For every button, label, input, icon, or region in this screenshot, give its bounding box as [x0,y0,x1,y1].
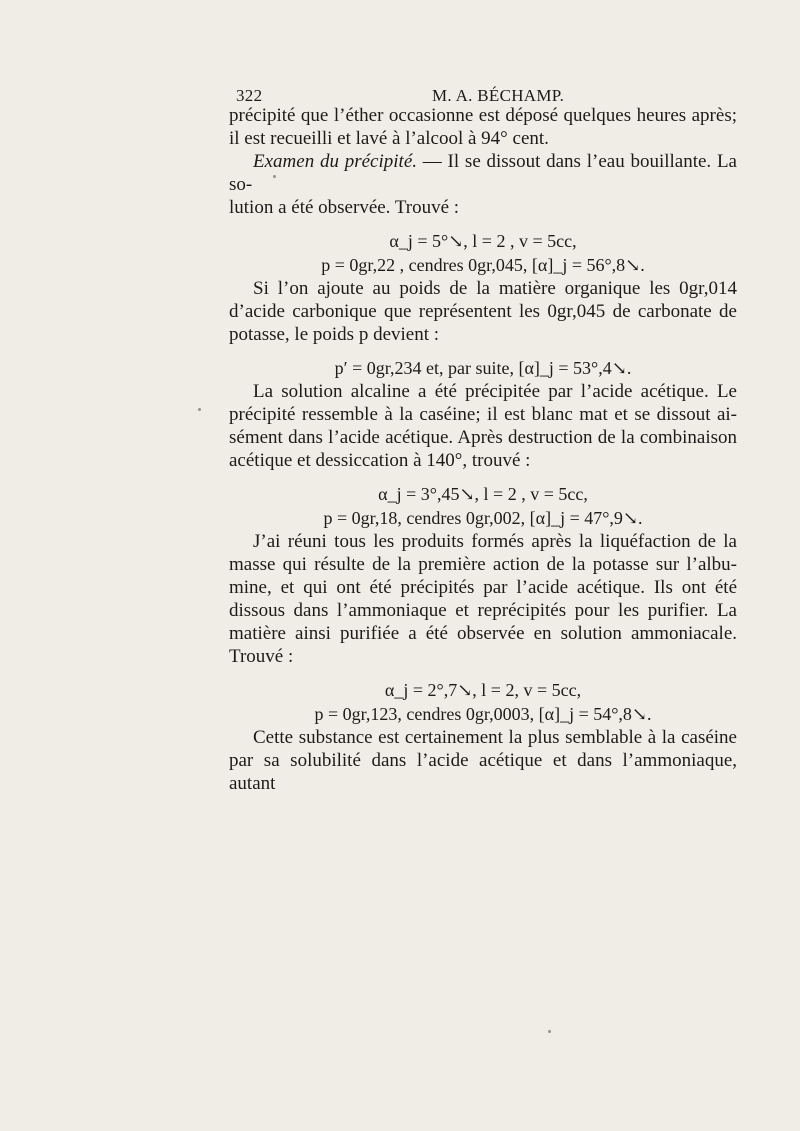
formula-line: p = 0gr,123, cendres 0gr,0003, [α]_j = 54°,8↘. [314,704,652,724]
text-line: précipité que l’éther occasionne est déposé quelques heures après; [229,105,737,126]
text-line: mine, et qui ont été précipités par l’acide acétique. Ils ont été [229,577,737,598]
text-line: il est recueilli et lavé à l’alcool à 94° cent. [229,128,549,149]
formula-line: α_j = 3°,45↘, l = 2 , v = 5cc, [378,484,588,504]
formula-line: α_j = 5°↘, l = 2 , v = 5cc, [389,231,577,251]
paper-speck [273,175,276,178]
paper-speck [198,408,201,411]
text-line: sément dans l’acide acétique. Après destruction de la combinaison [229,427,737,448]
formula-line: p = 0gr,18, cendres 0gr,002, [α]_j = 47°,9↘. [323,508,643,528]
formula-line: α_j = 2°,7↘, l = 2, v = 5cc, [384,680,582,700]
section-heading: Examen du précipité. [253,151,418,172]
text-line: dissous dans l’ammoniaque et reprécipités pour les purifier. La [229,600,737,621]
text-line: La solution alcaline a été précipitée par l’acide acétique. Le [253,381,737,402]
text-line: J’ai réuni tous les produits formés après la liquéfaction de la [253,531,737,552]
paper-speck [548,1030,551,1033]
text-line: Trouvé : [229,646,294,667]
text-line: précipité ressemble à la caséine; il est blanc mat et se dissout ai- [229,404,737,425]
text-line: d’acide carbonique que représentent les 0gr,045 de carbonate de [229,301,737,322]
section-heading-line [229,150,737,196]
text-line: par sa solubilité dans l’acide acétique et dans l’ammoniaque, autant [229,750,737,794]
page-number: 322 [236,86,263,105]
page-body [229,104,737,795]
text-line: acétique et dessiccation à 140°, trouvé : [229,450,531,471]
text-line: potasse, le poids p devient : [229,324,440,345]
text-line: lution a été observée. Trouvé : [229,197,460,218]
running-title: M. A. BÉCHAMP. [432,86,565,105]
text-line: Si l’on ajoute au poids de la matière organique les 0gr,014 [253,278,737,299]
text-line: matière ainsi purifiée a été observée en solution ammoniacale. [229,623,737,644]
text-span: — Il se dissout dans l’eau bouillante. La so- [229,151,737,195]
formula-line: p′ = 0gr,234 et, par suite, [α]_j = 53°,4↘. [334,358,632,378]
text-line: Cette substance est certainement la plus semblable à la caséine [253,727,737,748]
formula-line: p = 0gr,22 , cendres 0gr,045, [α]_j = 56°,8↘. [321,255,645,275]
text-line: masse qui résulte de la première action de la potasse sur l’albu- [229,554,737,575]
